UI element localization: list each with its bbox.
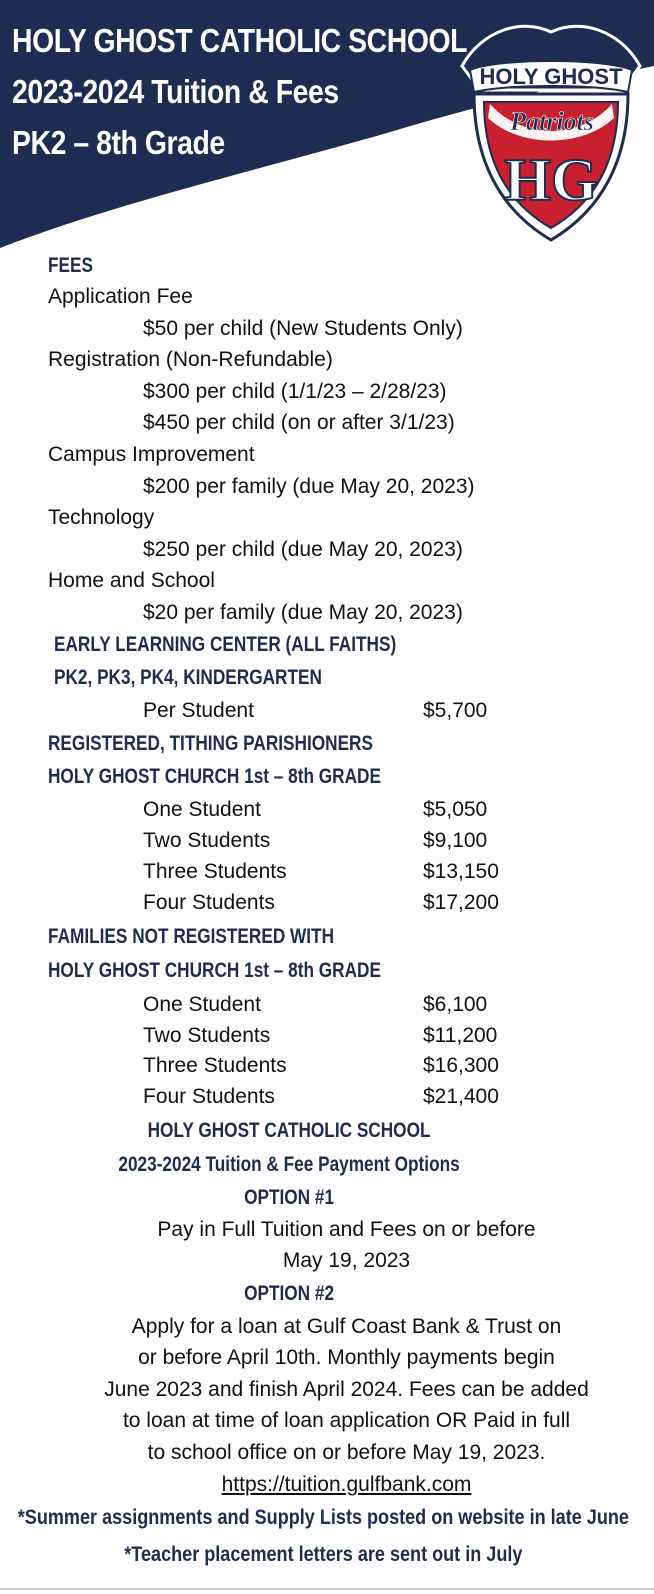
option-1-text: May 19, 2023 [282,1249,411,1272]
registered-row-label: Three Students [143,860,287,883]
fee-application-label: Application Fee [48,285,193,308]
option-1-heading: OPTION #1 [244,1186,335,1209]
not-registered-row-price: $21,400 [423,1085,499,1108]
fee-registration-label: Registration (Non-Refundable) [48,348,333,371]
fee-application-detail: $50 per child (New Students Only) [143,317,463,340]
payment-heading-2: 2023-2024 Tuition & Fee Payment Options [118,1153,460,1176]
not-registered-row-price: $16,300 [423,1054,499,1077]
tuition-link-row [0,1472,654,1498]
logo-monogram: HG [504,147,598,213]
option-2-text: to loan at time of loan application OR Paid in full [122,1409,571,1432]
option-2-text: Apply for a loan at Gulf Coast Bank & Trust on [131,1315,562,1338]
fee-home-school-detail: $20 per family (due May 20, 2023) [143,601,463,624]
not-registered-heading-2: HOLY GHOST CHURCH 1st – 8th GRADE [48,959,381,982]
fees-heading: FEES [48,254,93,277]
logo-text-top: HOLY GHOST [479,64,623,89]
payment-heading-1: HOLY GHOST CATHOLIC SCHOOL [147,1119,431,1142]
not-registered-row-label: One Student [143,993,261,1016]
early-learning-row-price: $5,700 [423,699,488,722]
option-2-text: June 2023 and finish April 2024. Fees can be added [104,1378,589,1401]
not-registered-row-price: $11,200 [423,1024,498,1047]
school-crest-logo [452,10,650,246]
option-2-text: to school office on or before May 19, 2023. [147,1441,546,1464]
option-2-heading: OPTION #2 [244,1282,335,1305]
early-learning-heading-2: PK2, PK3, PK4, KINDERGARTEN [54,666,322,689]
logo-text-script: Patriots [510,107,594,136]
fee-campus-label: Campus Improvement [48,443,255,466]
registered-row-label: Four Students [143,891,275,914]
registered-row-price: $17,200 [423,891,499,914]
not-registered-row-label: Four Students [143,1085,275,1108]
not-registered-row-label: Three Students [143,1054,287,1077]
early-learning-row-label: Per Student [143,699,254,722]
header-title-line-1: HOLY GHOST CATHOLIC SCHOOL [12,22,468,59]
fee-registration-detail-1: $300 per child (1/1/23 – 2/28/23) [143,380,447,403]
registered-heading-1: REGISTERED, TITHING PARISHIONERS [48,732,373,755]
header-title-line-2: 2023-2024 Tuition & Fees [12,73,339,110]
tuition-link[interactable]: https://tuition.gulfbank.com [221,1473,472,1496]
registered-row-label: One Student [143,798,261,821]
registered-row-price: $5,050 [423,798,488,821]
fee-home-school-label: Home and School [48,569,215,592]
footer-note-placement: *Teacher placement letters are sent out in July [124,1543,523,1566]
registered-row-price: $9,100 [423,829,488,852]
option-1-text: Pay in Full Tuition and Fees on or before [157,1218,536,1241]
fee-registration-detail-2: $450 per child (on or after 3/1/23) [143,411,455,434]
fee-campus-detail: $200 per family (due May 20, 2023) [143,475,475,498]
fee-technology-label: Technology [48,506,155,529]
not-registered-heading-1: FAMILIES NOT REGISTERED WITH [48,925,335,948]
registered-row-label: Two Students [143,829,271,852]
not-registered-row-price: $6,100 [423,993,488,1016]
registered-heading-2: HOLY GHOST CHURCH 1st – 8th GRADE [48,765,381,788]
registered-row-price: $13,150 [423,860,499,883]
footer-note-summer: *Summer assignments and Supply Lists posted on website in late June [17,1506,629,1529]
early-learning-heading-1: EARLY LEARNING CENTER (ALL FAITHS) [54,633,397,656]
option-2-text: or before April 10th. Monthly payments begin [138,1346,555,1369]
fee-technology-detail: $250 per child (due May 20, 2023) [143,538,463,561]
not-registered-row-label: Two Students [143,1024,271,1047]
bottom-divider [0,1588,654,1590]
header-title-line-3: PK2 – 8th Grade [12,124,225,161]
